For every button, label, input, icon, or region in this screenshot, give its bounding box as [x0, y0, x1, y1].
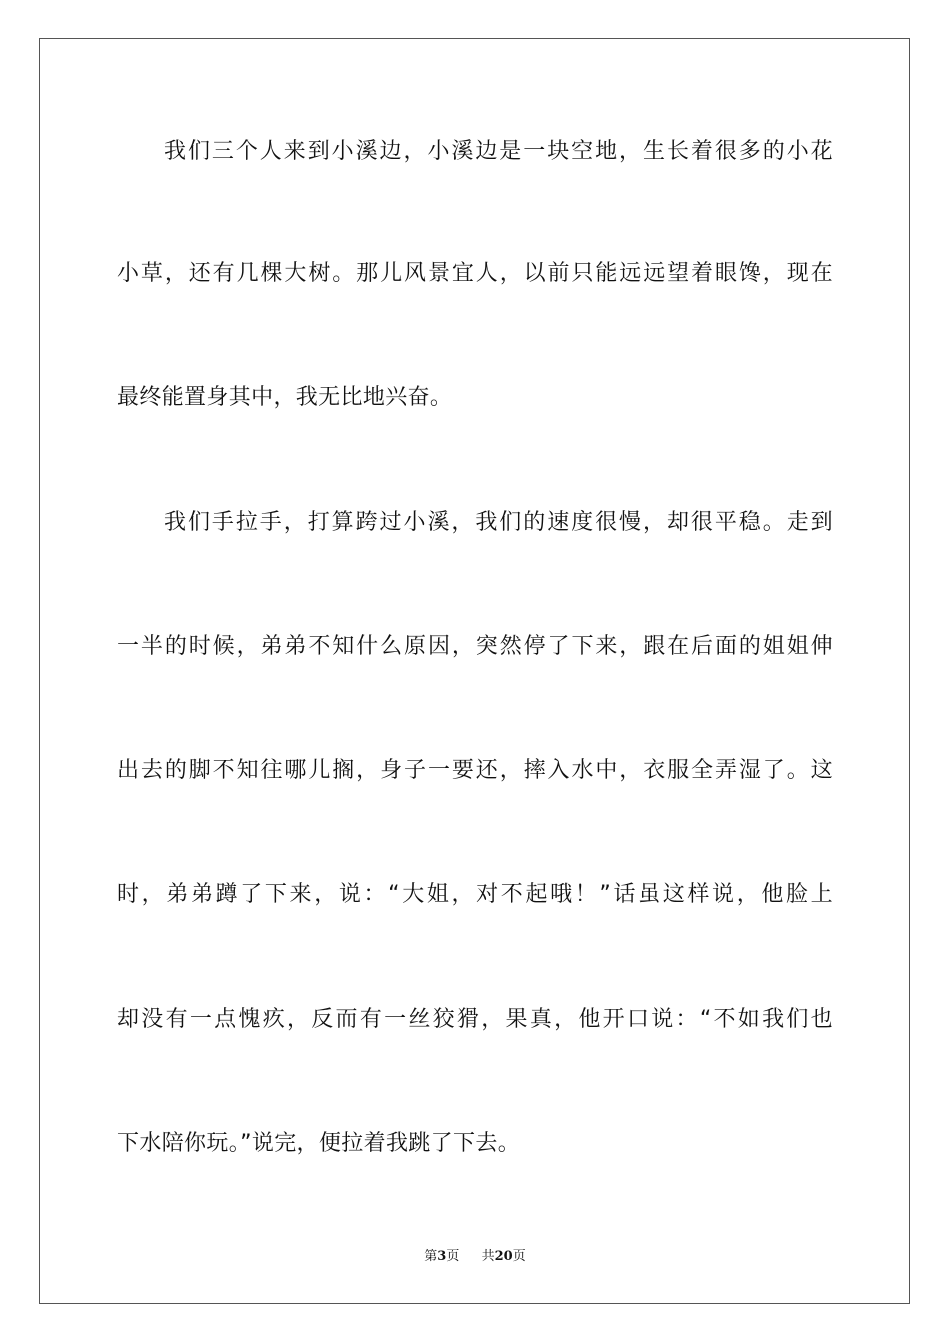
page-number: 3: [437, 1249, 447, 1264]
page-footer: [0, 1248, 950, 1266]
paragraph-2-line-5: 却没有一点愧疚，反而有一丝狡猾，果真，他开口说：“不如我们也: [117, 1007, 833, 1032]
paragraph-2-line-1: 我们手拉手，打算跨过小溪，我们的速度很慢，却很平稳。走到: [164, 510, 833, 535]
total-pages: 20: [494, 1249, 513, 1264]
page-suffix: 页: [446, 1249, 460, 1264]
paragraph-1-line-1: 我们三个人来到小溪边，小溪边是一块空地，生长着很多的小花: [164, 139, 833, 164]
paragraph-2-line-4: 时，弟弟蹲了下来，说：“大姐，对不起哦！”话虽这样说，他脸上: [117, 882, 833, 907]
page-prefix: 第: [424, 1249, 438, 1264]
total-pages-label: [482, 1248, 526, 1266]
total-suffix: 页: [512, 1249, 526, 1264]
total-prefix: 共: [481, 1249, 495, 1264]
paragraph-2-line-6: 下水陪你玩。”说完，便拉着我跳了下去。: [117, 1131, 521, 1156]
page-number-label: [424, 1248, 459, 1266]
paragraph-2-line-2: 一半的时候，弟弟不知什么原因，突然停了下来，跟在后面的姐姐伸: [117, 634, 833, 659]
paragraph-1-line-3: 最终能置身其中，我无比地兴奋。: [117, 385, 453, 410]
page-border: [39, 38, 910, 1304]
paragraph-2-line-3: 出去的脚不知往哪儿搁，身子一要还，摔入水中，衣服全弄湿了。这: [117, 758, 833, 783]
paragraph-1-line-2: 小草，还有几棵大树。那儿风景宜人，以前只能远远望着眼馋，现在: [117, 261, 833, 286]
